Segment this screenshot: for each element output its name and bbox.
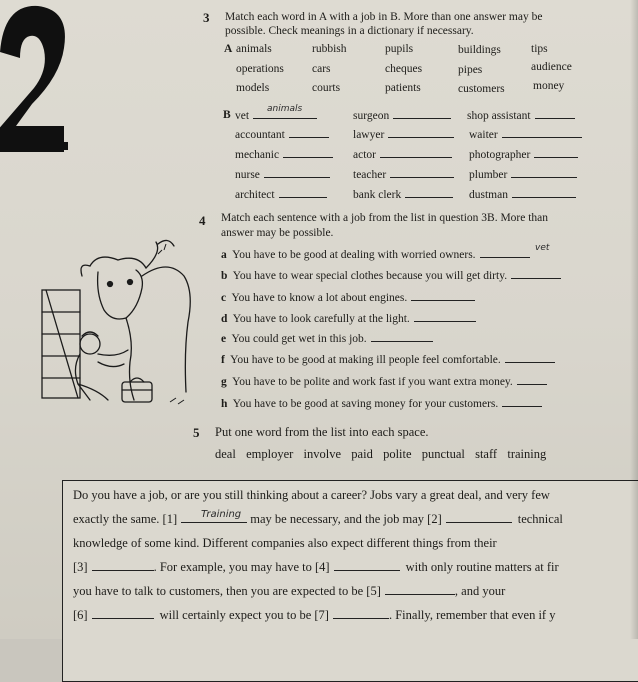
page-edge-shadow [630, 0, 638, 639]
q4-item: f You have to be good at making ill people feel comfortable. [221, 353, 555, 366]
handwritten-answer: animals [267, 104, 303, 114]
answer-blank[interactable] [405, 188, 453, 198]
vet-and-cow-illustration [38, 232, 198, 412]
handwritten-answer: Training [201, 509, 242, 520]
answer-blank[interactable] [505, 353, 555, 363]
word-a: patients [385, 82, 421, 94]
answer-blank[interactable] [388, 128, 454, 138]
word-a: buildings [458, 44, 501, 56]
word-option: paid [351, 447, 373, 461]
gap-3[interactable] [92, 561, 154, 571]
q4-item: b You have to wear special clothes because you will get dirty. [221, 269, 561, 282]
q4-item: a You have to be good at dealing with worried owners. [221, 248, 530, 261]
answer-blank[interactable] [390, 168, 454, 178]
job-b: plumber [469, 168, 577, 181]
answer-blank[interactable] [535, 109, 575, 119]
passage-line: [3] . For example, you may have to [4] with only routine matters at fir [73, 560, 559, 574]
q3-list-a-label: A [224, 43, 233, 55]
word-a: rubbish [312, 43, 347, 55]
passage-line: Do you have a job, or are you still thinking about a career? Jobs vary a great deal, and very few [73, 488, 550, 502]
answer-blank[interactable] [279, 188, 327, 198]
q4-item: d You have to look carefully at the light. [221, 312, 476, 325]
q4-item: h You have to be good at saving money for your customers. [221, 397, 542, 410]
job-b: vet [235, 109, 317, 122]
word-a: tips [531, 43, 548, 55]
answer-blank[interactable] [289, 128, 329, 138]
answer-blank[interactable] [517, 375, 547, 385]
chapter-number-graphic [0, 0, 74, 162]
word-option: involve [303, 447, 342, 461]
passage-line: exactly the same. [1] may be necessary, and the job may [2] technical [73, 512, 563, 526]
answer-blank[interactable] [511, 269, 561, 279]
answer-blank[interactable] [371, 332, 433, 342]
q5-instruction: Put one word from the list into each space. [215, 425, 429, 439]
gap-5[interactable] [385, 585, 455, 595]
word-option: deal [215, 447, 236, 461]
q5-word-list [215, 447, 546, 462]
answer-blank[interactable] [480, 248, 530, 258]
gap-6[interactable] [92, 609, 154, 619]
job-b: lawyer [353, 128, 454, 141]
q3-instruction-line2: possible. Check meanings in a dictionary if necessary. [225, 25, 474, 37]
job-b: actor [353, 148, 452, 161]
word-option: staff [475, 447, 498, 461]
q4-item: e You could get wet in this job. [221, 332, 433, 345]
answer-blank[interactable] [283, 148, 333, 158]
word-a: animals [236, 43, 272, 55]
q4-instruction-line2: answer may be possible. [221, 227, 334, 239]
word-a: audience [531, 61, 572, 73]
q4-instruction-line1: Match each sentence with a job from the list in question 3B. More than [221, 212, 549, 224]
job-b: dustman [469, 188, 576, 201]
word-a: cars [312, 63, 331, 75]
q4-number: 4 [199, 213, 206, 228]
job-b: bank clerk [353, 188, 453, 201]
word-a: models [236, 82, 270, 94]
word-option: punctual [421, 447, 465, 461]
answer-blank[interactable] [512, 188, 576, 198]
word-a: pupils [385, 43, 414, 55]
q4-item: g You have to be polite and work fast if you want extra money. [221, 375, 547, 388]
job-b: mechanic [235, 148, 333, 161]
q5-number: 5 [193, 425, 200, 440]
job-b: architect [235, 188, 327, 201]
q4-item: c You have to know a lot about engines. [221, 291, 475, 304]
answer-blank[interactable] [502, 397, 542, 407]
word-a: operations [236, 63, 284, 75]
word-a: customers [458, 83, 505, 95]
q3-list-b-label: B [223, 109, 231, 121]
job-b: photographer [469, 148, 578, 161]
word-option: training [507, 447, 547, 461]
passage-line: you have to talk to customers, then you are expected to be [5] , and your [73, 584, 506, 598]
passage-box [62, 480, 638, 682]
job-b: accountant [235, 128, 329, 141]
answer-blank[interactable] [534, 148, 578, 158]
answer-blank[interactable] [502, 128, 582, 138]
word-a: cheques [385, 63, 423, 75]
job-b: surgeon [353, 109, 451, 122]
word-a: courts [312, 82, 341, 94]
job-b: teacher [353, 168, 454, 181]
job-b: shop assistant [467, 109, 575, 122]
passage-line: knowledge of some kind. Different companies also expect different things from their [73, 536, 497, 550]
answer-blank[interactable] [414, 312, 476, 322]
answer-blank[interactable] [411, 291, 475, 301]
answer-blank[interactable] [380, 148, 452, 158]
answer-blank[interactable] [511, 168, 577, 178]
answer-blank[interactable] [264, 168, 330, 178]
handwritten-answer: vet [535, 243, 550, 253]
gap-7[interactable] [333, 609, 389, 619]
word-option: employer [246, 447, 294, 461]
answer-blank[interactable] [393, 109, 451, 119]
gap-2[interactable] [446, 513, 512, 523]
passage-line: [6] will certainly expect you to be [7] . Finally, remember that even if y [73, 608, 556, 622]
gap-4[interactable] [334, 561, 400, 571]
word-a: pipes [458, 64, 483, 76]
word-option: polite [383, 447, 412, 461]
job-b: nurse [235, 168, 330, 181]
job-b: waiter [469, 128, 582, 141]
word-a: money [533, 80, 565, 92]
q3-number: 3 [203, 10, 210, 25]
q3-instruction-line1: Match each word in A with a job in B. More than one answer may be [225, 11, 543, 23]
